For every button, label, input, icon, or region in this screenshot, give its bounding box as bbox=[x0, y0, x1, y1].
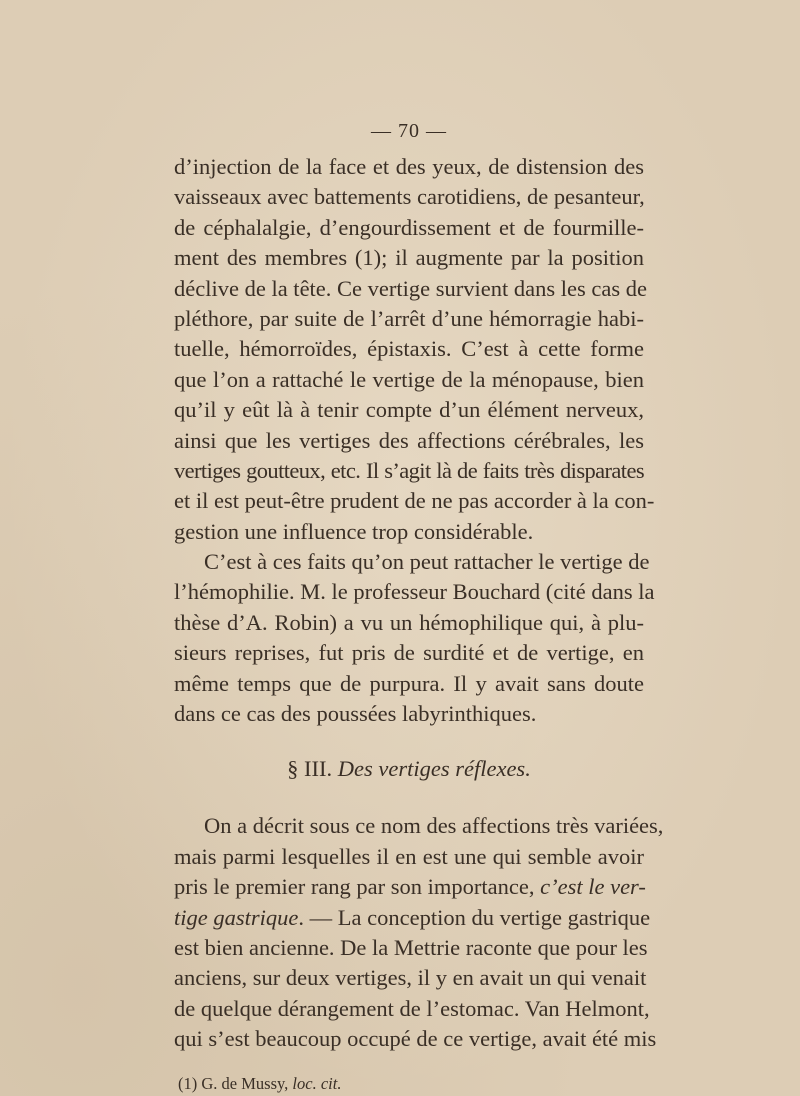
text-line: est bien ancienne. De la Mettrie raconte que pour les bbox=[174, 934, 648, 960]
text-fragment: . — La conception du vertige gastrique bbox=[298, 904, 651, 930]
text-line: de quelque dérangement de l’estomac. Van Helmont, bbox=[174, 995, 650, 1021]
text-line: d’injection de la face et des yeux, de distension des bbox=[174, 154, 644, 179]
text-line: dans ce cas des poussées labyrinthiques. bbox=[174, 701, 537, 727]
section-heading bbox=[174, 754, 644, 784]
text-line: tuelle, hémorroïdes, épistaxis. C’est à cette forme bbox=[174, 336, 644, 362]
text-line: et il est peut-être prudent de ne pas accorder à la con- bbox=[174, 488, 655, 514]
text-line: mais parmi lesquelles il en est une qui semble avoir bbox=[174, 843, 644, 869]
text-line: gestion une influence trop considérable. bbox=[174, 518, 534, 544]
text-line: que l’on a rattaché le vertige de la ménopause, bien bbox=[174, 366, 644, 392]
text-line: On a décrit sous ce nom des affections très variées, bbox=[204, 813, 664, 839]
text-line: anciens, sur deux vertiges, il y en avait un qui venait bbox=[174, 965, 647, 991]
text-line: vaisseaux avec battements carotidiens, de pesanteur, bbox=[174, 184, 645, 210]
text-fragment: pris le premier rang par son importance, bbox=[174, 874, 541, 900]
paragraph-2 bbox=[174, 547, 655, 729]
text-line: de céphalalgie, d’engourdissement et de fourmille- bbox=[174, 214, 644, 240]
text-line: C’est à ces faits qu’on peut rattacher le vertige de bbox=[204, 549, 650, 575]
text-line: qui s’est beaucoup occupé de ce vertige, avait été mis bbox=[174, 1026, 657, 1052]
section-number: § III. bbox=[287, 756, 333, 782]
text-line-mixed bbox=[174, 903, 651, 933]
text-line: vertiges goutteux, etc. Il s’agit là de faits très disparates bbox=[174, 457, 644, 483]
text-line: ainsi que les vertiges des affections cérébrales, les bbox=[174, 427, 644, 453]
footnote-text: (1) G. de Mussy, bbox=[178, 1073, 293, 1093]
text-line: sieurs reprises, fut pris de surdité et de vertige, en bbox=[174, 640, 644, 666]
text-line: déclive de la tête. Ce vertige survient dans les cas de bbox=[174, 275, 647, 301]
text-line: thèse d’A. Robin) a vu un hémophilique qui, à plu- bbox=[174, 609, 644, 635]
footnote bbox=[174, 1073, 644, 1095]
footnote-citation: loc. cit. bbox=[292, 1073, 342, 1093]
text-line: ment des membres (1); il augmente par la position bbox=[174, 245, 644, 271]
italic-fragment: tige gastrique bbox=[174, 904, 299, 930]
paragraph-1 bbox=[174, 152, 655, 547]
section-title: Des vertiges réflexes. bbox=[337, 756, 531, 782]
italic-fragment: c’est le ver- bbox=[540, 874, 646, 900]
text-line: même temps que de purpura. Il y avait sans doute bbox=[174, 670, 644, 696]
text-line: l’hémophilie. M. le professeur Bouchard (cité dans la bbox=[174, 579, 655, 605]
text-line: qu’il y eût là à tenir compte d’un élément nerveux, bbox=[174, 397, 644, 423]
page-number: — 70 — bbox=[371, 120, 447, 142]
paragraph-3 bbox=[174, 811, 664, 1054]
text-block bbox=[174, 116, 664, 1095]
text-line: pléthore, par suite de l’arrêt d’une hémorragie habi- bbox=[174, 305, 644, 331]
text-line-mixed bbox=[174, 872, 644, 902]
